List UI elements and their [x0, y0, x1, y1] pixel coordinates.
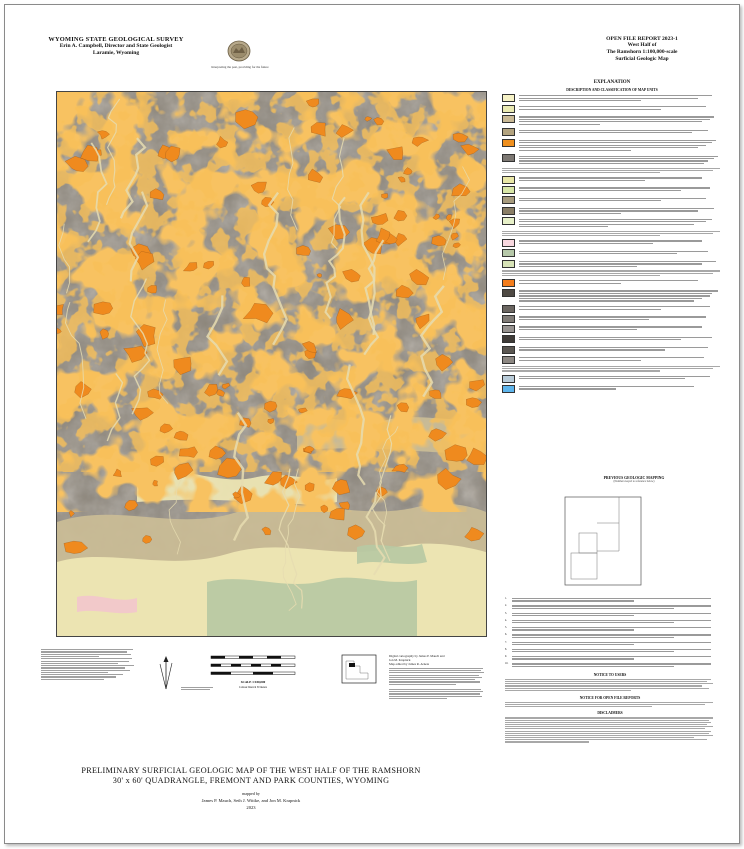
legend-swatch	[502, 186, 515, 194]
legend-unit-row	[502, 128, 722, 136]
reference-number: 1.	[505, 597, 507, 600]
city-line: Laramie, Wyoming	[92, 50, 140, 56]
map-sheet	[4, 4, 740, 844]
geologic-map[interactable]	[56, 91, 487, 637]
explanation-title: EXPLANATION	[593, 80, 631, 85]
seal-caption: Interpreting the past, providing for the future	[211, 65, 269, 69]
geologic-map-canvas[interactable]	[57, 92, 486, 636]
legend-swatch	[502, 94, 515, 102]
reference-number: 8.	[505, 647, 507, 651]
legend-swatch	[502, 346, 515, 354]
reference-entry	[505, 604, 715, 610]
wsgs-seal-icon	[227, 39, 251, 63]
legend-unit-row	[502, 356, 722, 364]
legend-swatch	[502, 249, 515, 257]
legend-unit-row	[502, 176, 722, 184]
legend-swatch	[502, 325, 515, 333]
reference-entry	[505, 633, 715, 639]
wyoming-location-map	[340, 653, 378, 685]
legend-swatch	[502, 115, 515, 123]
reference-number: 10.	[505, 662, 509, 666]
legend-swatch	[502, 315, 515, 323]
surficial-unit-polygon	[207, 578, 417, 636]
mapped-by-label: mapped by	[242, 791, 260, 796]
legend-swatch	[502, 154, 515, 162]
legend-unit-row	[502, 139, 722, 153]
report-half: West Half of	[627, 42, 657, 48]
previous-mapping-index-diagram	[545, 493, 645, 589]
legend-group-description	[502, 270, 722, 275]
legend-unit-row	[502, 385, 722, 393]
report-header	[587, 36, 697, 63]
authors: James P. Mauch, Seth J. Wittke, and Jon M. Krapnick	[201, 798, 301, 803]
unit-description-heading: DESCRIPTION AND CLASSIFICATION OF MAP UNITS	[566, 88, 658, 92]
legend-unit-row	[502, 154, 722, 165]
disclaimers-text	[505, 717, 715, 742]
legend-swatch	[502, 105, 515, 113]
legend-swatch	[502, 375, 515, 383]
legend-unit-row	[502, 346, 722, 354]
notice-open-file-title: NOTICE FOR OPEN FILE REPORTS	[579, 695, 641, 700]
previous-mapping-heading	[571, 476, 697, 483]
agency-header	[41, 36, 191, 57]
credit-line-3: Map edited by James R. Arneta	[389, 662, 430, 667]
disclaimers-title: DISCLAIMERS	[597, 711, 623, 716]
scale-label: SCALE 1:100,000	[240, 680, 266, 684]
director-line: Erin A. Campbell, Director and State Geologist	[59, 43, 173, 49]
reference-number: 3.	[505, 611, 507, 615]
explanation-panel	[502, 80, 722, 395]
notice-to-users-title: NOTICE TO USERS	[593, 672, 627, 677]
legend-swatch	[502, 335, 515, 343]
legend-unit-row	[502, 196, 722, 204]
legend-group-description	[502, 168, 722, 173]
base-map-notes	[41, 648, 137, 681]
report-quad: The Ramshorn 1:100,000-scale	[606, 49, 678, 55]
legend-unit-row	[502, 186, 722, 194]
legend-unit-row	[502, 217, 722, 228]
publication-year: 2023	[246, 805, 256, 810]
notice-open-file-text	[505, 702, 715, 707]
legend-swatch	[502, 139, 515, 147]
legend-unit-row	[502, 375, 722, 383]
reference-entry	[505, 626, 715, 632]
legend-swatch	[502, 289, 515, 297]
legend-unit-row	[502, 325, 722, 333]
map-title-line-2: 30' x 60' QUADRANGLE, FREMONT AND PARK COUNTIES, WYOMING	[112, 775, 390, 785]
reference-number: 4.	[505, 618, 507, 622]
notice-to-users-text	[505, 679, 715, 691]
north-arrow-icon	[153, 655, 179, 691]
contour-interval: Contour Interval 50 meters	[238, 686, 268, 689]
reference-entry	[505, 612, 715, 618]
reference-number: 2.	[505, 604, 507, 608]
legend-unit-row	[502, 94, 722, 103]
scale-bar	[209, 654, 297, 694]
reference-entry	[505, 619, 715, 625]
legend-unit-row	[502, 207, 722, 216]
previous-mapping-title: PREVIOUS GEOLOGIC MAPPING	[603, 476, 665, 480]
map-title-block	[65, 766, 437, 810]
legend-unit-row	[502, 105, 722, 113]
legend-swatch	[502, 217, 515, 225]
legend-unit-row	[502, 279, 722, 287]
report-number: OPEN FILE REPORT 2023-1	[606, 36, 678, 42]
agency-name: WYOMING STATE GEOLOGICAL SURVEY	[48, 36, 184, 43]
legend-swatch	[502, 207, 515, 215]
legend-unit-row	[502, 260, 722, 269]
surficial-unit-polygon	[357, 544, 427, 564]
legend-unit-row	[502, 239, 722, 247]
reference-entry	[505, 597, 715, 603]
report-maptype: Surficial Geologic Map	[615, 56, 669, 62]
references-list	[505, 597, 715, 746]
legend-list	[502, 94, 722, 393]
reference-entry	[505, 662, 715, 668]
legend-swatch	[502, 385, 515, 393]
legend-swatch	[502, 305, 515, 313]
legend-unit-row	[502, 305, 722, 313]
legend-unit-row	[502, 289, 722, 303]
legend-swatch	[502, 356, 515, 364]
credit-line-1: Digital cartography by James P. Mauch and	[389, 654, 445, 658]
reference-number: 9.	[505, 655, 507, 658]
legend-group-description	[502, 366, 722, 371]
cartography-credits	[389, 654, 485, 700]
legend-unit-row	[502, 315, 722, 323]
legend-unit-row	[502, 249, 722, 257]
map-title-line-1: PRELIMINARY SURFICIAL GEOLOGIC MAP OF THE WEST HALF OF THE RAMSHORN	[81, 766, 421, 775]
legend-unit-row	[502, 335, 722, 343]
legend-swatch	[502, 239, 515, 247]
legend-unit-row	[502, 115, 722, 126]
legend-swatch	[502, 279, 515, 287]
reference-number: 5.	[505, 626, 507, 629]
legend-swatch	[502, 260, 515, 268]
reference-entry	[505, 648, 715, 654]
reference-entry	[505, 641, 715, 647]
legend-swatch	[502, 196, 515, 204]
legend-swatch	[502, 176, 515, 184]
legend-group-description	[502, 231, 722, 236]
credit-line-2: Jon M. Krapnick	[389, 658, 411, 663]
reference-entry	[505, 655, 715, 661]
previous-mapping-subtitle: (Numbers keyed to reference below)	[613, 480, 655, 483]
reference-number: 7.	[505, 640, 507, 644]
legend-swatch	[502, 128, 515, 136]
reference-number: 6.	[505, 633, 507, 637]
